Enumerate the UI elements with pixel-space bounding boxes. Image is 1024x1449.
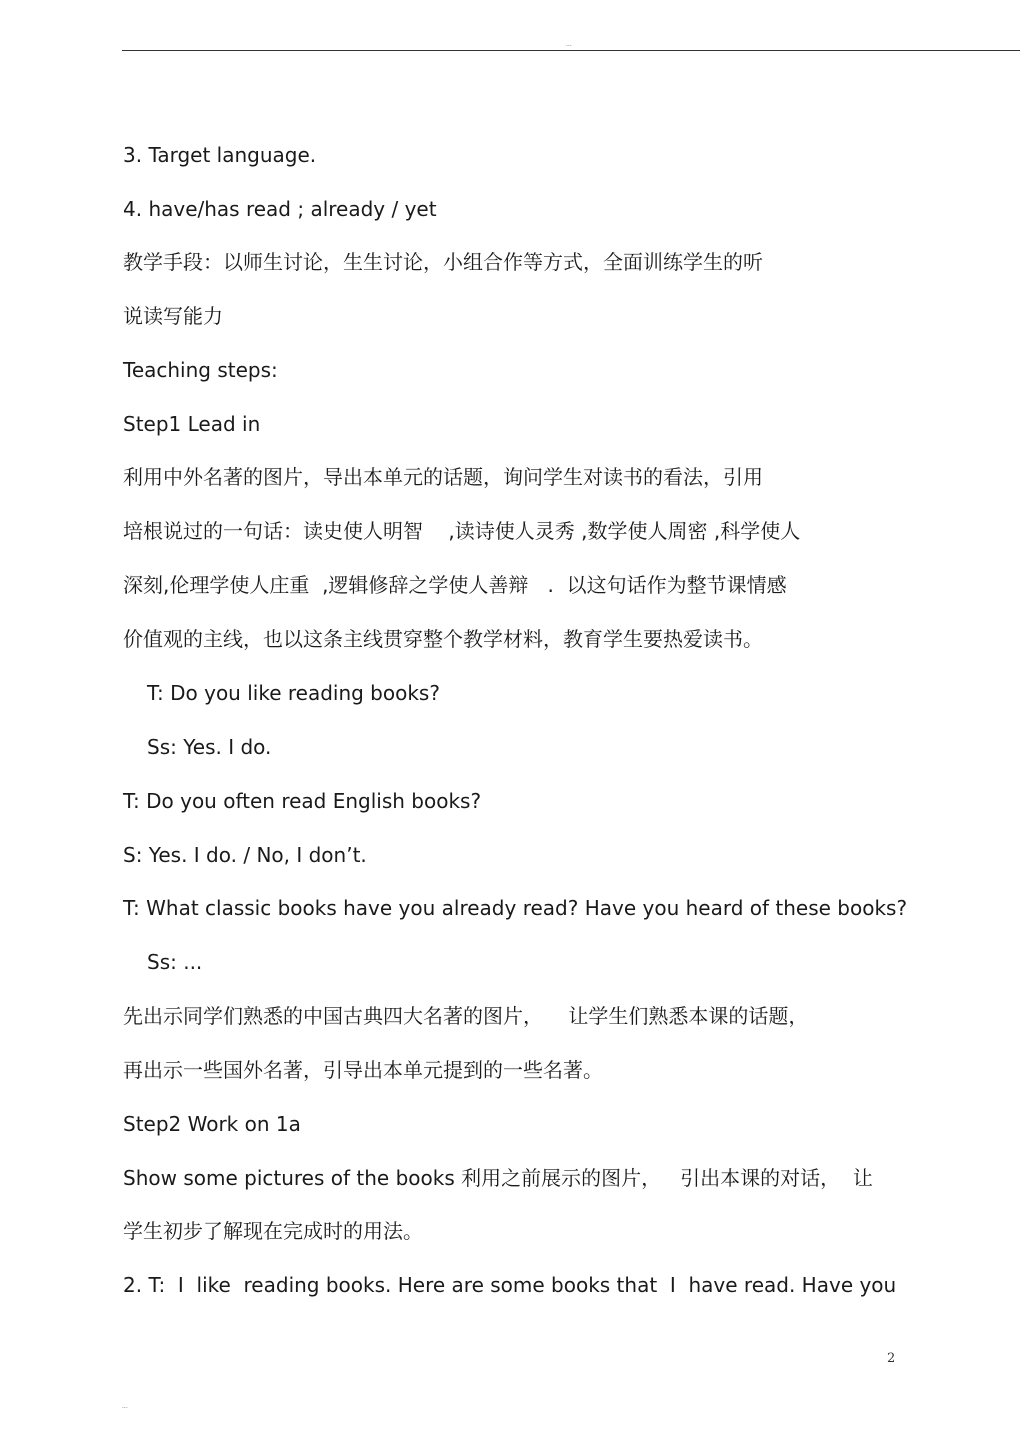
text-line: Teaching steps: [123,358,278,382]
text-line: 再出示一些国外名著，引导出本单元提到的一些名著。 [123,1058,603,1082]
page-number: 2 [887,1351,896,1366]
text-line: 深刻,伦理学使人庄重 ,逻辑修辞之学使人善辩 . 以这句话作为整节课情感 [123,573,787,597]
text-line: T: Do you often read English books? [123,789,482,813]
text-line: 培根说过的一句话：读史使人明智 ,读诗使人灵秀 ,数学使人周密 ,科学使人 [123,519,801,543]
text-line: 2. T: I like reading books. Here are some books that I have read. Have you [123,1273,897,1297]
header-rule [122,50,1020,51]
text-line: 利用中外名著的图片，导出本单元的话题，询问学生对读书的看法，引用 [123,465,763,489]
text-line: 说读写能力 [123,304,223,328]
text-line: 4. have/has read ; already / yet [123,197,437,221]
text-line: Step2 Work on 1a [123,1112,301,1136]
text-line: 价值观的主线，也以这条主线贯穿整个教学材料，教育学生要热爱读书。 [123,627,763,651]
text-line: Show some pictures of the books 利用之前展示的图片， 引出本课的对话， 让 [123,1166,873,1190]
text-line: 学生初步了解现在完成时的用法。 [123,1219,423,1243]
text-line: 先出示同学们熟悉的中国古典四大名著的图片， 让学生们熟悉本课的话题， [123,1004,809,1028]
footer-marker: ... [122,1403,128,1410]
text-line: T: What classic books have you already read? Have you heard of these books? [123,896,908,920]
text-line: S: Yes. I do. / No, I don’t. [123,843,367,867]
text-line: Ss: Yes. I do. [147,735,272,759]
text-line: Step1 Lead in [123,412,261,436]
text-line: 3. Target language. [123,143,317,167]
text-line: T: Do you like reading books? [147,681,440,705]
text-line: Ss: ... [147,950,203,974]
text-line: 教学手段：以师生讨论，生生讨论，小组合作等方式，全面训练学生的听 [123,250,763,274]
header-marker: ... [566,41,572,48]
